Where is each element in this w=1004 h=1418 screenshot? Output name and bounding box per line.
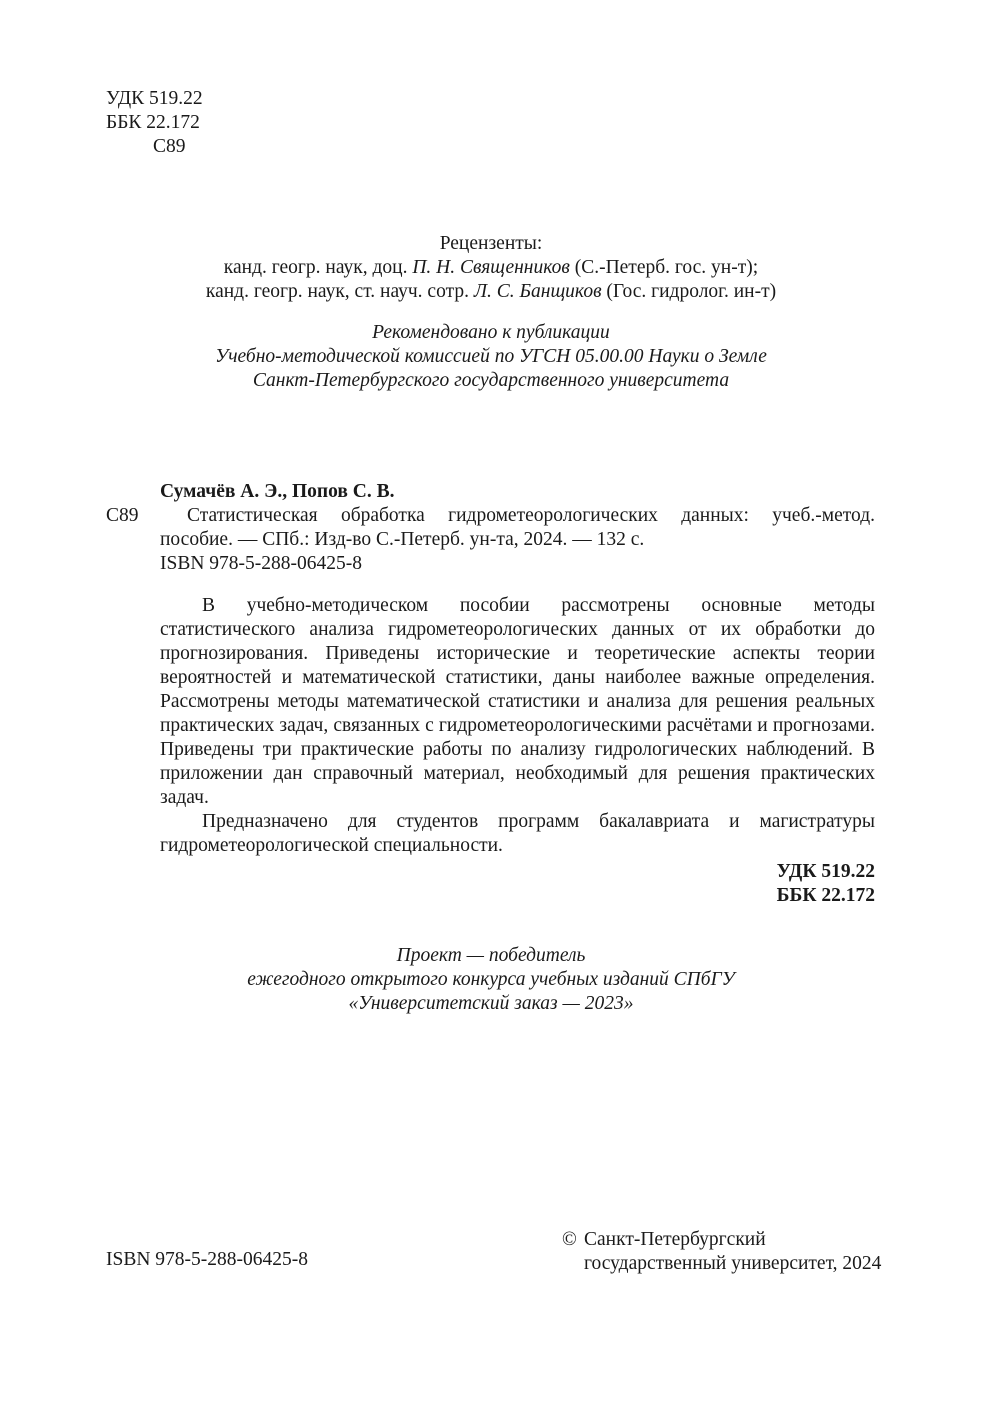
catalog-isbn: ISBN 978-5-288-06425-8	[160, 553, 363, 574]
reviewer-2-name: Л. С. Банщиков	[473, 281, 602, 302]
reviewers-title: Рецензенты:	[439, 233, 543, 254]
abstract-paragraph-2: Предназначено для студентов программ бакалавриата и магистратуры гидрометеорологической специальности.	[160, 811, 875, 856]
recommendation-block	[100, 321, 882, 393]
project-line-1: Проект — победитель	[396, 945, 586, 966]
catalog-title-line-1: Статистическая обработка гидрометеорологических данных: учеб.-метод.	[187, 505, 875, 526]
reviewers-block	[100, 232, 882, 304]
catalog-authors: Сумачёв А. Э., Попов С. В.	[160, 481, 395, 502]
abstract-bbk: ББК 22.172	[776, 885, 875, 906]
reviewer-1-affiliation: (С.-Петерб. гос. ун-т);	[574, 257, 759, 278]
project-block	[100, 944, 882, 1016]
udk-code: УДК 519.22	[106, 88, 203, 109]
abstract-paragraph-1: В учебно-методическом пособии рассмотрены основные методы статистического анализа гидрометеорологических данных от их обработки до прогнозирования. Приведены исторические и теоретические аспекты теории вероятностей и математической статистики, даны наиболее важные определения. Рассмотрены методы математической статистики и анализа для решения реальных практических задач, связанных с гидрометеорологическими расчётами и прогнозами. Приведены три практические работы по анализу гидрологических наблюдений. В приложении дан справочный материал, необходимый для решения практических задач.	[160, 595, 875, 808]
copyright-line-2: государственный университет, 2024	[584, 1253, 882, 1274]
reviewer-2	[100, 280, 882, 304]
recommendation-line-1: Рекомендовано к публикации	[372, 322, 610, 343]
copyright-symbol: ©	[562, 1229, 577, 1250]
reviewer-1-prefix: канд. геогр. наук, доц.	[223, 257, 408, 278]
footer-isbn: ISBN 978-5-288-06425-8	[106, 1249, 309, 1270]
recommendation-line-3: Санкт-Петербургского государственного университета	[252, 370, 730, 391]
reviewer-1	[100, 256, 882, 280]
reviewer-2-affiliation: (Гос. гидролог. ин-т)	[606, 281, 777, 302]
footer-copyright	[562, 1228, 881, 1276]
catalog-mark: С89	[106, 505, 139, 526]
recommendation-line-2: Учебно-методической комиссией по УГСН 05.00.00 Науки о Земле	[215, 346, 767, 367]
reviewer-1-name: П. Н. Священников	[412, 257, 570, 278]
catalog-description	[160, 504, 875, 576]
copyright-holder-line-1: Санкт-Петербургский	[584, 1229, 766, 1250]
author-mark: С89	[153, 136, 186, 157]
abstract-block	[160, 594, 875, 908]
classification-block	[106, 87, 203, 159]
abstract-udk: УДК 519.22	[776, 861, 875, 882]
bbk-code: ББК 22.172	[106, 112, 200, 133]
copyright-line-1	[562, 1228, 881, 1252]
reviewer-2-prefix: канд. геогр. наук, ст. науч. сотр.	[205, 281, 469, 302]
project-line-3: «Университетский заказ — 2023»	[348, 993, 634, 1014]
project-line-2: ежегодного открытого конкурса учебных изданий СПбГУ	[247, 969, 735, 990]
catalog-title-line-2: пособие. — СПб.: Изд-во С.-Петерб. ун-та, 2024. — 132 с.	[160, 529, 645, 550]
